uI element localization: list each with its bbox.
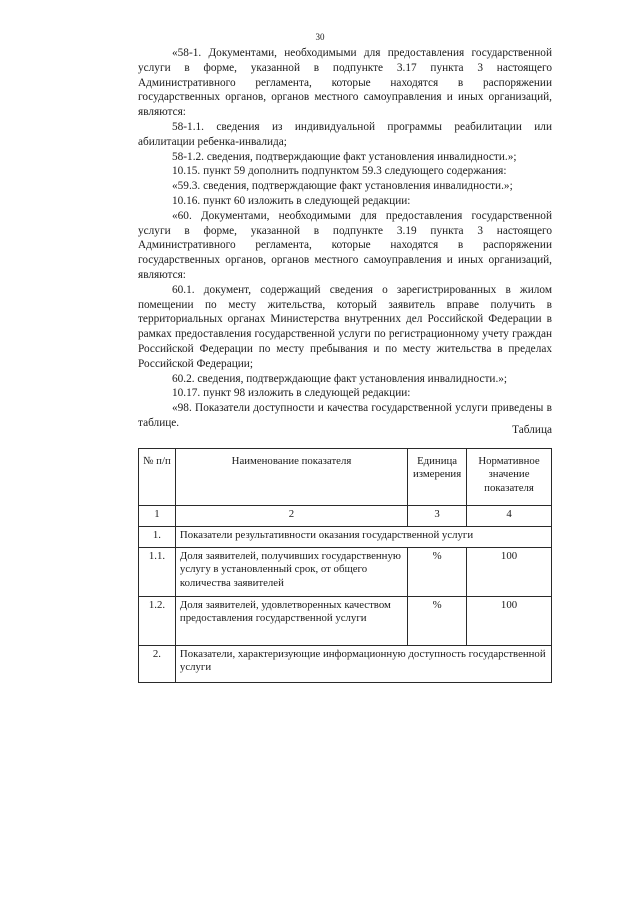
- section-title: Показатели результативности оказания государственной услуги: [175, 527, 551, 548]
- table-section-row: [139, 646, 552, 683]
- table-header-row: [139, 449, 552, 506]
- header-unit: Единица измерения: [408, 449, 467, 506]
- table-row: [139, 548, 552, 597]
- table-index-row: [139, 506, 552, 527]
- paragraph-58-1-1: 58-1.1. сведения из индивидуальной программы реабилитации или абилитации ребенка-инвалида;: [138, 120, 552, 148]
- paragraph-58-1: «58-1. Документами, необходимыми для предоставления государственной услуги в форме, указанной в подпункте 3.17 пункта 3 настоящего Административного регламента, которые находятся в распоряжении государственных органов, органов местного самоуправления и иных организаций, являются:: [138, 47, 552, 119]
- paragraph-60-2: 60.2. сведения, подтверждающие факт установления инвалидности.»;: [172, 372, 508, 385]
- index-cell: 2: [175, 506, 407, 527]
- paragraph-10-15: 10.15. пункт 59 дополнить подпунктом 59.3 следующего содержания:: [172, 165, 507, 178]
- paragraph-10-16: 10.16. пункт 60 изложить в следующей редакции:: [172, 194, 411, 207]
- row-norm: 100: [467, 597, 552, 646]
- table-section-row: [139, 527, 552, 548]
- paragraph-98: «98. Показатели доступности и качества государственной услуги приведены в таблице.: [138, 402, 552, 429]
- section-title: Показатели, характеризующие информационную доступность государственной услуги: [175, 646, 551, 683]
- row-num: 1.1.: [139, 548, 176, 597]
- row-name: Доля заявителей, получивших государственную услугу в установленный срок, от общего количества заявителей: [175, 548, 407, 597]
- row-unit: %: [408, 597, 467, 646]
- paragraph-59-3: «59.3. сведения, подтверждающие факт установления инвалидности.»;: [172, 180, 513, 193]
- row-name: Доля заявителей, удовлетворенных качеством предоставления государственной услуги: [175, 597, 407, 646]
- row-num: 1.2.: [139, 597, 176, 646]
- paragraph-10-17: 10.17. пункт 98 изложить в следующей редакции:: [172, 387, 411, 400]
- section-num: 2.: [139, 646, 176, 683]
- table-row: [139, 597, 552, 646]
- section-num: 1.: [139, 527, 176, 548]
- paragraph-58-1-2: 58-1.2. сведения, подтверждающие факт установления инвалидности.»;: [172, 150, 517, 163]
- table-caption: Таблица: [512, 424, 552, 436]
- header-name: Наименование показателя: [175, 449, 407, 506]
- row-unit: %: [408, 548, 467, 597]
- header-norm: Нормативное значение показателя: [467, 449, 552, 506]
- paragraph-60-1: 60.1. документ, содержащий сведения о зарегистрированных в жилом помещении по месту жительства, который заявитель вправе получить в территориальных органах Министерства внутренних дел Российской Федерации в рамках предоставления государственной услуги по регистрационному учету граждан Российской Федерации по месту пребывания и по месту жительства в пределах Российской Федерации;: [138, 283, 552, 370]
- index-cell: 4: [467, 506, 552, 527]
- row-norm: 100: [467, 548, 552, 597]
- document-body: [138, 46, 552, 431]
- index-cell: 3: [408, 506, 467, 527]
- header-num: № п/п: [139, 449, 176, 506]
- paragraph-60: «60. Документами, необходимыми для предоставления государственной услуги в форме, указанной в подпункте 3.19 пункта 3 настоящего Административного регламента, которые находятся в распоряжении государственных органов, органов местного самоуправления и иных организаций, являются:: [138, 209, 552, 281]
- index-cell: 1: [139, 506, 176, 527]
- page-number: 30: [315, 32, 325, 42]
- indicators-table: [138, 448, 552, 683]
